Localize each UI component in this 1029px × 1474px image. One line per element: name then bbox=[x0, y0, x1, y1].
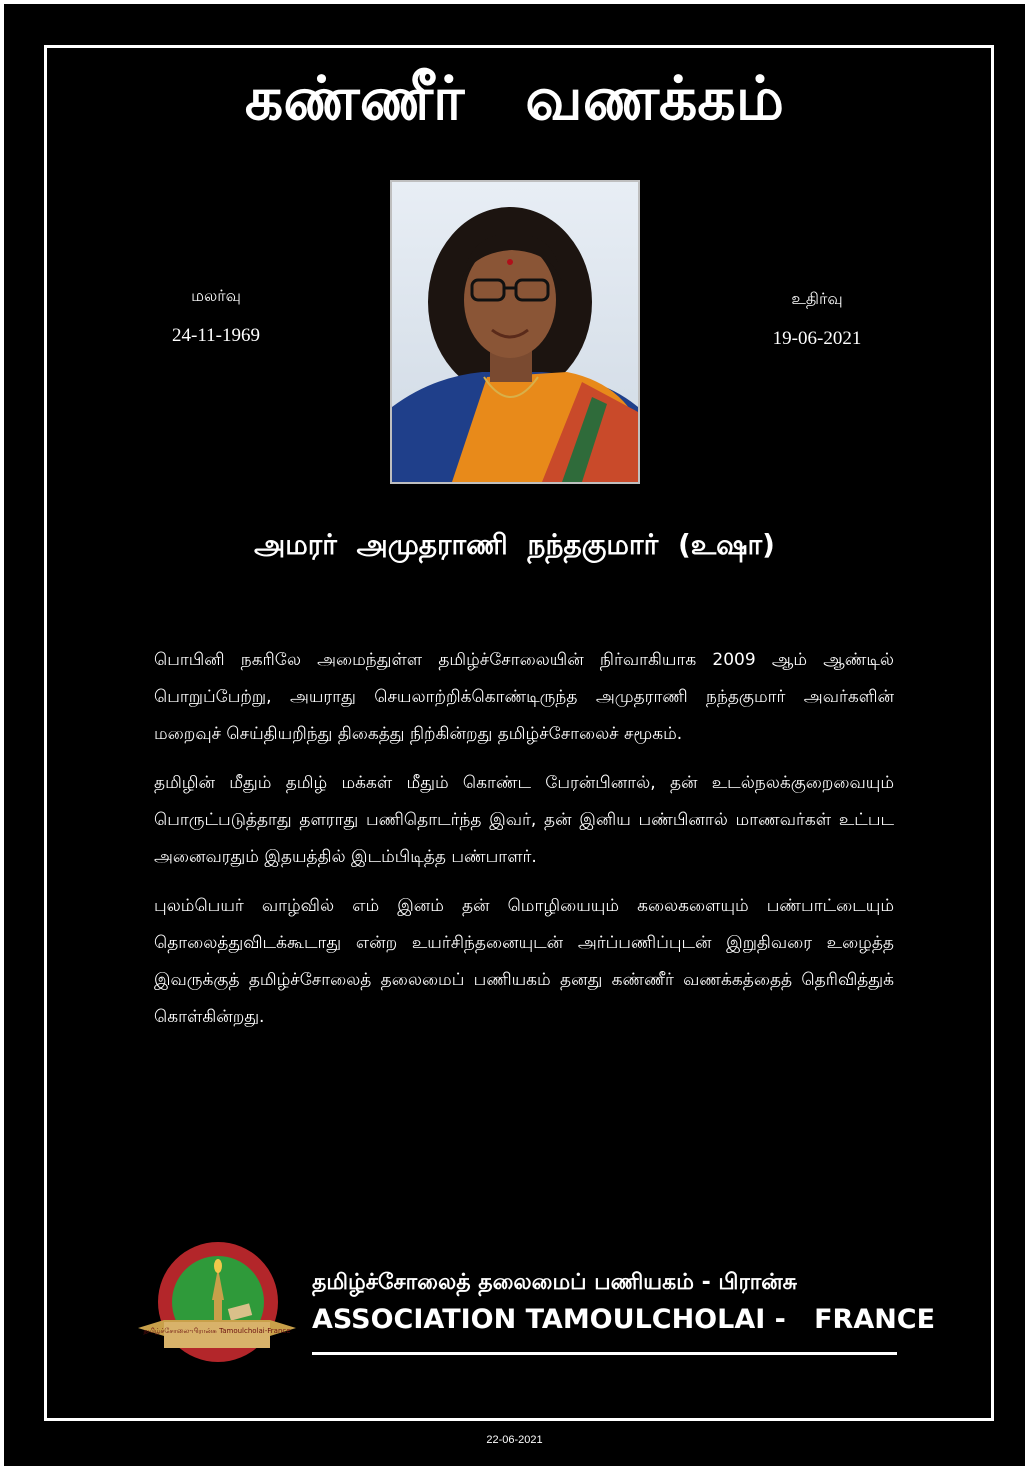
death-date-block bbox=[717, 289, 917, 350]
page-title: கண்ணீர் வணக்கம் bbox=[244, 64, 785, 134]
tribute-paragraph: பொபினி நகரிலே அமைந்துள்ள தமிழ்ச்சோலையின் நிர்வாகியாக 2009 ஆம் ஆண்டில் பொறுப்பேற்று, அயராது செயலாற்றிக்கொண்டிருந்த அமுதராணி நந்தகுமார் அவர்களின் மறைவுச் செய்தியறிந்து திகைத்து நிற்கின்றது தமிழ்ச்சோலைச் சமூகம். bbox=[154, 650, 894, 744]
death-label: உதிர்வு bbox=[791, 289, 843, 308]
organization-name-tamil: தமிழ்ச்சோலைத் தலைமைப் பணியகம் - பிரான்சு bbox=[312, 1270, 797, 1295]
tribute-paragraph: புலம்பெயர் வாழ்வில் எம் இனம் தன் மொழியையும் கலைகளையும் பண்பாட்டையும் தொலைத்துவிடக்கூடாது என்ற உயர்சிந்தனையுடன் அர்ப்பணிப்புடன் இறுதிவரை உழைத்த இவருக்குத் தமிழ்ச்சோலைத் தலைமைப் பணியகம் தனது கண்ணீர் வணக்கத்தைத் தெரிவித்துக் கொள்கின்றது. bbox=[154, 896, 894, 1027]
birth-label: மலர்வு bbox=[191, 286, 241, 305]
organization-block bbox=[312, 1266, 936, 1340]
death-date: 19-06-2021 bbox=[772, 328, 862, 349]
portrait-photo bbox=[390, 180, 640, 484]
deceased-name: அமரர் அமுதராணி நந்தகுமார் (உஷா) bbox=[254, 528, 775, 561]
organization-underline bbox=[312, 1352, 897, 1355]
tamoulcholai-logo bbox=[134, 1240, 300, 1364]
tribute-paragraph: தமிழின் மீதும் தமிழ் மக்கள் மீதும் கொண்ட பேரன்பினால், தன் உடல்நலக்குறைவையும் பொருட்படுத்தாது தளராது பணிதொடர்ந்த இவர், தன் இனிய பண்பினால் மாணவர்கள் உட்பட அனைவரதும் இதயத்தில் இடம்பிடித்த பண்பாளர். bbox=[154, 773, 894, 867]
birth-date-block bbox=[116, 286, 316, 347]
birth-date: 24-11-1969 bbox=[172, 325, 260, 346]
footer-date: 22-06-2021 bbox=[486, 1434, 543, 1446]
logo-ribbon-text: தமிழ்ச்சோலை-பிரான்சு Tamoulcholai-France bbox=[143, 1327, 291, 1335]
organization-name-french: ASSOCIATION TAMOULCHOLAI - FRANCE bbox=[312, 1304, 936, 1335]
memorial-poster bbox=[4, 4, 1025, 1466]
tribute-text bbox=[154, 642, 894, 1048]
